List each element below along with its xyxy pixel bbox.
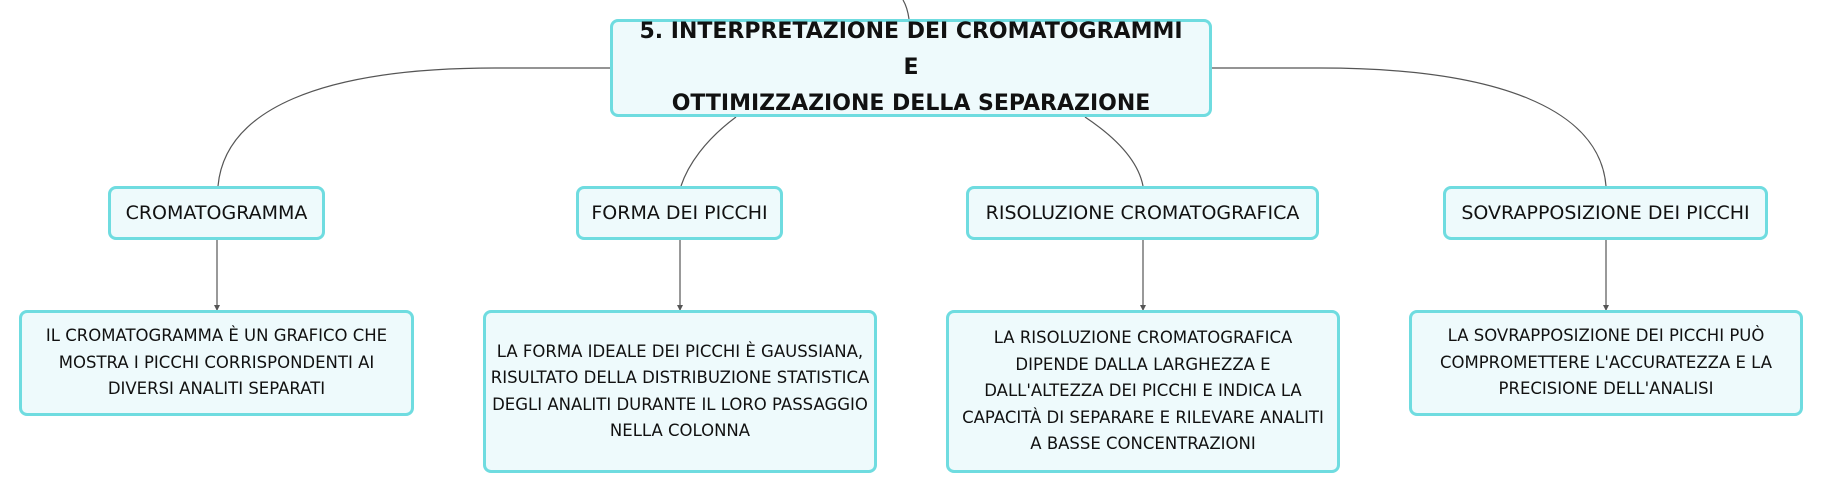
description-text: LA FORMA IDEALE DEI PICCHI È GAUSSIANA, RISULTATO DELLA DISTRIBUZIONE STATISTICA DEGLI ANALITI DURANTE IL LORO PASSAGGIO NELLA COLONNA	[490, 341, 870, 440]
topic-label: RISOLUZIONE CROMATOGRAFICA	[985, 202, 1300, 224]
topic-node-sovrapposizione-dei-picchi[interactable]	[1443, 186, 1768, 240]
topic-node-forma-dei-picchi[interactable]	[576, 186, 783, 240]
connector-root-risoluzione	[1085, 117, 1143, 186]
topic-label: SOVRAPPOSIZIONE DEI PICCHI	[1461, 202, 1750, 224]
root-title-line-2: OTTIMIZZAZIONE DELLA SEPARAZIONE	[671, 91, 1151, 116]
topic-label: FORMA DEI PICCHI	[591, 202, 768, 224]
root-title-line-1: 5. INTERPRETAZIONE DEI CROMATOGRAMMI E	[639, 19, 1183, 80]
description-text: LA SOVRAPPOSIZIONE DEI PICCHI PUÒ COMPROMETTERE L'ACCURATEZZA E LA PRECISIONE DELL'ANALISI	[1439, 326, 1773, 399]
description-node-cromatogramma[interactable]	[19, 310, 414, 416]
topic-node-cromatogramma[interactable]	[108, 186, 325, 240]
description-node-forma-dei-picchi[interactable]	[483, 310, 877, 473]
description-text: LA RISOLUZIONE CROMATOGRAFICA DIPENDE DALLA LARGHEZZA E DALL'ALTEZZA DEI PICCHI E INDICA LA CAPACITÀ DI SEPARARE E RILEVARE ANALITI A BASSE CONCENTRAZIONI	[962, 328, 1324, 454]
connector-root-cromatogramma	[218, 68, 610, 186]
connector-root-forma	[681, 117, 736, 186]
root-title	[633, 14, 1189, 122]
connector-root-sovrapposizione	[1212, 68, 1606, 186]
description-node-risoluzione-cromatografica[interactable]	[946, 310, 1340, 473]
topic-node-risoluzione-cromatografica[interactable]	[966, 186, 1319, 240]
description-text: IL CROMATOGRAMMA È UN GRAFICO CHE MOSTRA I PICCHI CORRISPONDENTI AI DIVERSI ANALITI SEPARATI	[45, 326, 388, 399]
description-node-sovrapposizione-dei-picchi[interactable]	[1409, 310, 1803, 416]
topic-label: CROMATOGRAMMA	[125, 202, 308, 224]
root-node[interactable]	[610, 19, 1212, 117]
